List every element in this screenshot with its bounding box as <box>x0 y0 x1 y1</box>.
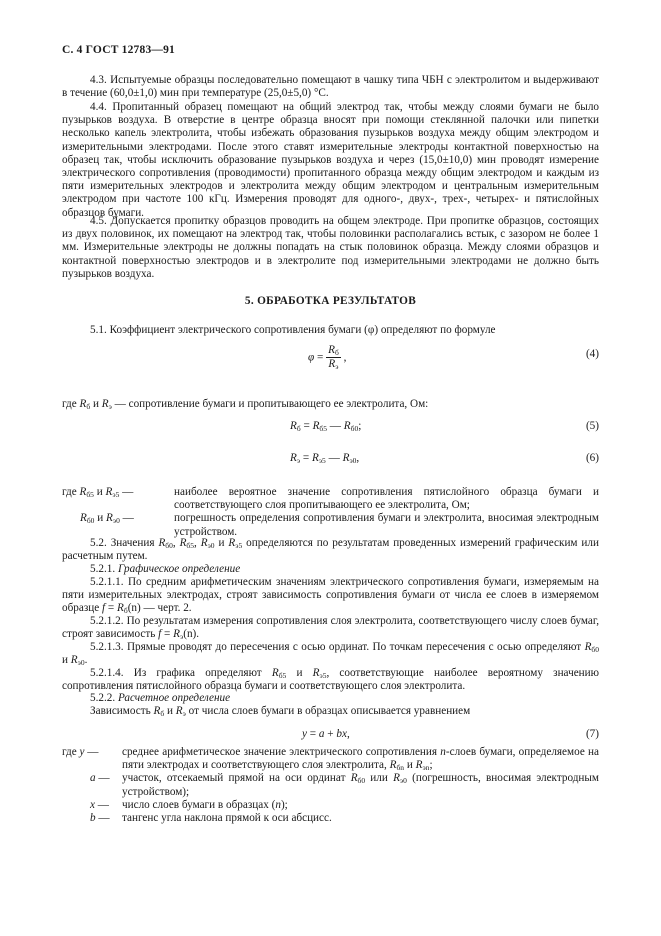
numerator-sub: б <box>334 348 339 357</box>
section-title: 5. ОБРАБОТКА РЕЗУЛЬТАТОВ <box>244 295 417 307</box>
phi-symbol: φ <box>308 351 315 364</box>
equals: = <box>314 351 327 364</box>
paragraph-4-4: 4.4. Пропитанный образец помещают на общий электрод так, чтобы между слоями бумаги не было пузырьков воздуха. В отверстие в центре образца вносят при помощи стеклянной палочки или пипетки несколько капель электролита, чтобы избежать образования пузырьков воздуха между общим электродом и измерительными электродами. После этого ставят измерительные электроды контактной поверхностью на образец так, чтобы исключить образование пузырьков воздуха и через (15,0±10,0) мин проводят измерение электрического сопротивления (проводимости) пропитанного образца между общим электродом и каждым из пяти измерительных электродов и электролита между общим электродом и центральным измерительным электродом при частоте 100 кГц. Измерения проводят для одного-, двух-, трех-, четырех- и пятислойных образцов бумаги. <box>62 101 599 219</box>
denominator: R <box>328 358 336 371</box>
paragraph-4-3: 4.3. Испытуемые образцы последовательно помещают в чашку типа ЧБН с электролитом и выдерживают в течение (60,0±1,0) мин при температуре (25,0±5,0) °С. <box>62 74 599 100</box>
definitions-7 <box>62 746 599 825</box>
definition-a: a — участок, отсекаемый прямой на оси ординат $R_{б0}$ или $R_{э0}$ (погрешность, вносимая электродным устройством); <box>90 772 599 798</box>
definition-r0: $R_{б0}$ и $R_{э0}$ — погрешность определения сопротивления бумаги и электролита, вносимая электродным устройством. <box>80 512 599 538</box>
definition-r5: где $R_{б5}$ и $R_{э5}$ — наиболее вероятное значение сопротивления пятислойного образца бумаги и соответствующего слоя пропитывающего ее электролита, Ом; <box>62 486 599 512</box>
page-header: С. 4 ГОСТ 12783—91 <box>62 44 175 56</box>
paragraph-5-2-1-3: 5.2.1.3. Прямые проводят до пересечения с осью ординат. По точкам пересечения с осью определяют $R_{б0}$ и $R_{э0}$. <box>62 641 599 668</box>
definition-y: где y — среднее арифметическое значение электрического сопротивления n-слоев бумаги, определяемое на пяти электродах и соответствующего слоя электролита, $R_{бn}$ и $R_{эn}$; <box>62 746 599 773</box>
paragraph-5-2-2: 5.2.2. Расчетное определение <box>90 692 231 704</box>
paragraph-5-2-1-4: 5.2.1.4. Из графика определяют $R_{б5}$ и $R_{э5}$, соответствующие наиболее вероятному значению сопротивления пятислойного образца бумаги и соответствующего слоя электролита. <box>62 667 599 693</box>
paragraph-5-2-1-1: 5.2.1.1. По средним арифметическим значениям электрического сопротивления бумаги, измеряемым на пяти измерительных электродах, строят зависимость сопротивления бумаги от числа ее слоев в измеряемом образце $f = R_б(n)$ — черт. 2. <box>62 576 599 616</box>
formula-6: $R_э = R_{э5}$ — $R_{э0}$, (6) <box>290 452 599 465</box>
where-line-1: где $R_б$ и $R_э$ — сопротивление бумаги и пропитывающего ее электролита, Ом: <box>62 398 429 411</box>
fraction <box>326 344 341 371</box>
formula-number-7: (7) <box>585 728 599 740</box>
paragraph-5-2-1-2: 5.2.1.2. По результатам измерения сопротивления слоя электролита, соответствующего числу слоев бумаг, строят зависимость $f = R_э(n)$. <box>62 615 599 642</box>
formula-5: $R_б = R_{б5}$ — $R_{б0}$; (5) <box>290 420 599 433</box>
formula-number-4: (4) <box>585 348 599 360</box>
paragraph-5-2: 5.2. Значения $R_{б0}$, $R_{б5}$, $R_{э0}$ и $R_{э5}$ определяются по результатам проведенных измерений графическим или расчетным путем. <box>62 537 599 563</box>
formula-7: y = a + bx, (7) <box>302 728 599 740</box>
definitions-1 <box>62 486 599 539</box>
paragraph-5-1: 5.1. Коэффициент электрического сопротивления бумаги (φ) определяют по формуле <box>90 324 496 336</box>
paragraph-4-5: 4.5. Допускается пропитку образцов проводить на общем электроде. При пропитке образцов, состоящих из двух половинок, их помещают на электрод так, чтобы половинки располагались встык, с зазором не более 1 мм. Измерительные электроды не должны попадать на стык половинок образца. Между слоями образцов и контактной поверхностью электродов и в электролите под измерительными электродами не должно быть пузырьков воздуха. <box>62 215 599 280</box>
paragraph-dependence: Зависимость $R_б$ и $R_э$ от числа слоев бумаги в образцах описывается уравнением <box>90 705 471 718</box>
formula-4 <box>62 344 599 374</box>
formula-number-6: (6) <box>585 452 599 464</box>
definition-x: x — число слоев бумаги в образцах (n); <box>90 798 288 811</box>
denominator-sub: э <box>335 362 339 372</box>
numerator: R <box>328 344 335 356</box>
formula-number-5: (5) <box>585 420 599 432</box>
paragraph-5-2-1: 5.2.1. Графическое определение <box>90 563 241 575</box>
definition-b: b — тангенс угла наклона прямой к оси абсцисс. <box>90 812 332 825</box>
formula-tail: , <box>340 351 347 364</box>
